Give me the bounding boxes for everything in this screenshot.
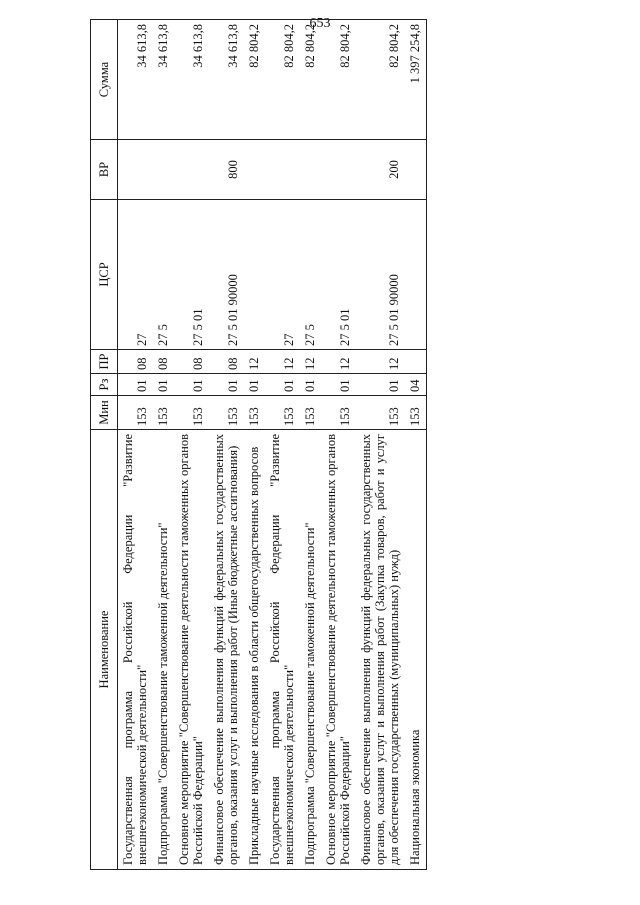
header-min: Мин [91,396,118,430]
row-name: Государственная программа Российской Федерации "Развитие внешнеэкономической деятельности" [265,430,300,870]
row-name: Подпрограмма "Совершенствование таможенной деятельности" [153,430,174,870]
row-name: Финансовое обеспечение выполнения функций федеральных государственных органов, оказания услуг и выполнения работ (Иные бюджетные ассигнования) [209,430,244,870]
table-row [405,20,427,870]
row-name: Прикладные научные исследования в области общегосударственных вопросов [244,430,265,870]
row-vr [321,140,356,200]
header-name: Наименование [91,430,118,870]
row-vr [174,140,209,200]
row-name: Государственная программа Российской Федерации "Развитие внешнеэкономической деятельности" [118,430,154,870]
page-number: 653 [309,16,331,31]
row-vr [244,140,265,200]
row-csr [244,200,265,350]
row-rz: 01 [174,374,209,396]
row-vr [405,140,427,200]
table-row [321,20,356,870]
row-csr: 27 5 01 90000 [209,200,244,350]
row-min: 153 [265,396,300,430]
row-vr [265,140,300,200]
table-row [244,20,265,870]
row-vr: 800 [209,140,244,200]
row-min: 153 [356,396,405,430]
row-csr: 27 5 [153,200,174,350]
row-name: Подпрограмма "Совершенствование таможенной деятельности" [300,430,321,870]
row-pr: 08 [174,350,209,374]
row-min: 153 [174,396,209,430]
row-sum: 34 613,8 [153,20,174,140]
header-vr: ВР [91,140,118,200]
row-sum: 34 613,8 [174,20,209,140]
row-csr: 27 5 [300,200,321,350]
row-rz: 01 [265,374,300,396]
table-header-row [91,20,118,870]
row-pr: 08 [118,350,154,374]
row-sum: 34 613,8 [209,20,244,140]
row-vr [153,140,174,200]
table-row [265,20,300,870]
table-row [356,20,405,870]
header-sum: Сумма [91,20,118,140]
row-csr: 27 5 01 90000 [356,200,405,350]
row-sum: 82 804,2 [244,20,265,140]
row-min: 153 [118,396,154,430]
row-rz: 01 [321,374,356,396]
row-pr: 08 [153,350,174,374]
row-csr [405,200,427,350]
row-vr [118,140,154,200]
table-row [174,20,209,870]
rotated-table-container [90,20,610,870]
table-row [300,20,321,870]
row-rz: 04 [405,374,427,396]
row-sum: 34 613,8 [118,20,154,140]
row-min: 153 [244,396,265,430]
table-row [153,20,174,870]
row-csr: 27 5 01 [321,200,356,350]
table-row [118,20,154,870]
header-csr: ЦСР [91,200,118,350]
row-min: 153 [300,396,321,430]
header-pr: ПР [91,350,118,374]
row-pr: 12 [244,350,265,374]
row-csr: 27 5 01 [174,200,209,350]
row-csr: 27 [118,200,154,350]
row-min: 153 [321,396,356,430]
row-rz: 01 [153,374,174,396]
row-name: Финансовое обеспечение выполнения функций федеральных государственных органов, оказания услуг и выполнения работ (Закупка товаров, работ и услуг для обеспечения государственных (муниципальных) нужд) [356,430,405,870]
row-sum: 82 804,2 [265,20,300,140]
row-rz: 01 [300,374,321,396]
row-pr [405,350,427,374]
row-csr: 27 [265,200,300,350]
row-name: Основное мероприятие "Совершенствование деятельности таможенных органов Российской Федерации" [174,430,209,870]
row-vr [300,140,321,200]
row-sum: 82 804,2 [356,20,405,140]
row-name: Основное мероприятие "Совершенствование деятельности таможенных органов Российской Федерации" [321,430,356,870]
row-sum: 1 397 254,8 [405,20,427,140]
row-vr: 200 [356,140,405,200]
row-rz: 01 [244,374,265,396]
budget-table [90,19,427,870]
row-rz: 01 [118,374,154,396]
row-min: 153 [153,396,174,430]
row-pr: 12 [300,350,321,374]
row-sum: 82 804,2 [300,20,321,140]
row-rz: 01 [209,374,244,396]
row-pr: 12 [321,350,356,374]
row-pr: 08 [209,350,244,374]
row-pr: 12 [265,350,300,374]
row-name: Национальная экономика [405,430,427,870]
row-rz: 01 [356,374,405,396]
table-row [209,20,244,870]
row-sum: 82 804,2 [321,20,356,140]
header-rz: Рз [91,374,118,396]
row-pr: 12 [356,350,405,374]
row-min: 153 [209,396,244,430]
row-min: 153 [405,396,427,430]
